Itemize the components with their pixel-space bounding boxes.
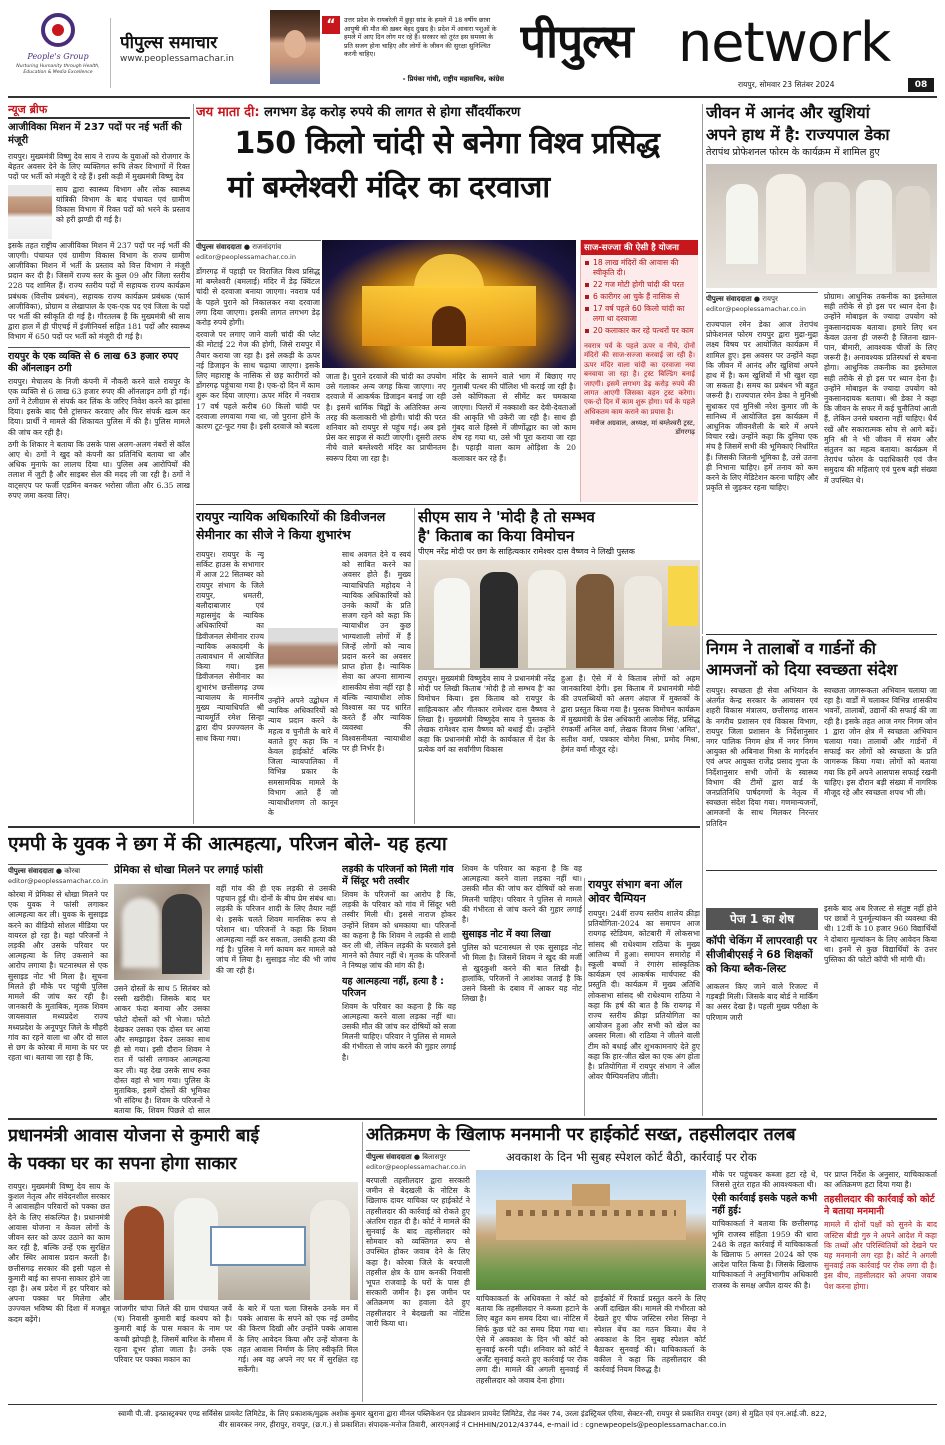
hc-col-1: बरपाली तहसीलदार द्वारा सरकारी जमीन से बेदखली के नोटिस के खिलाफ दायर याचिका पर हाईकोर्ट ने तहसीलदार की कार्रवाई को रोकते हुए अंतरिम राहत दी है। कोर्ट ने मामले की सुनवाई के बाद तहसीलदार को सोमवार को व्यक्तिगत रूप से उपस्थित होकर जवाब देने के लिए कहा है। कोरबा जिले के बरपाली तहसील क्षेत्र के ग्राम कनकी निवासी भूपत राजवाड़े के घरों के पास ही सरकारी जमीन है। इस जमीन पर अतिक्रमण का हवाला देते हुए तहसीलदार ने बेदखली का नोटिस जारी किया था। — [366, 1176, 470, 1328]
lead-headline-1: 150 किलो चांदी से बनेगा विश्व प्रसिद्ध — [234, 126, 660, 161]
masthead — [0, 0, 945, 100]
list-item: 20 कलाकार कर रहे पत्थरों पर काम — [584, 326, 695, 336]
hc-headline: अतिक्रमण के खिलाफ मनमानी पर हाईकोर्ट सख्त, तहसीलदार तलब — [366, 1125, 796, 1145]
nigam-story — [706, 638, 937, 868]
page1-continuation — [706, 874, 937, 1118]
hc-col-4: मौके पर पहुंचकर कब्जा हटा रहे थे, जिससे तुरंत राहत की आवश्यकता थी। — [712, 1170, 818, 1190]
hc-col-2: याचिकाकर्ता के अधिवक्ता ने कोर्ट को बताया कि तहसीलदार ने कब्जा हटाने के लिए बहुत कम समय दिया था। नोटिस में सिर्फ कुछ घंटे का समय दिया गया था। ऐसे में अवकाश के दिन भी कोर्ट को सुनवाई करनी पड़ी। शनिवार को कोर्ट ने अर्जेंट सुनवाई करते हुए कार्रवाई पर रोक लगा दी। मामले की अगली सुनवाई में तहसीलदार को जवाब देना होगा। — [476, 1294, 588, 1385]
mp-youth-byline: पीपुल्स संवाददाता ● कोरबा — [8, 864, 108, 876]
raipur-sports-headline: रायपुर संभाग बना ऑल ओवर चैम्पियन — [588, 878, 683, 905]
judicial-col-1: रायपुर। रायपुर के न्यू सर्किट हाउस के सभागार में आज 22 सितम्बर को रायपुर संभाग के जिले रायपुर, धमतरी, बलौदाबाजार एवं महासमुंद के न्यायिक अधिकारियों का डिवीजनल सेमीनार राज्य न्यायिक अकादमी के तत्वावधान में आयोजित किया गया। इस डिवीजनल सेमीनार का शुभारंभ छत्तीसगढ़ उच्च न्यायालय के माननीय मुख्य न्यायाधिपति श्री न्यायमूर्ति रमेश सिन्हा द्वारा दीप प्रज्ज्वलन के साथ किया गया। — [196, 550, 264, 743]
lead-col-2: जाता है। पुराने दरवाजे की चांदी का उपयोग उसे गलाकर अन्य जगह किया जाएगा। नए दरवाजे में आकर्षक डिजाइन बनाई जा रही है। इसमें धार्मिक चिह्नों के अतिरिक्त अन्य तरह की कलाकारी भी होगी। चांदी की परत शनिवार को रायपुर से पहुंच गई। अब इसे प्रेस कर साइज से काटी जाएगी। दूसरी तरफ नीचे वाले बम्लेश्वरी मंदिर का प्राचीनतम स्वरूप दिया जा रहा है। — [326, 372, 446, 463]
governor-col-2: प्रोग्राम। आधुनिक तकनीक का इस्तेमाल सही तरीके से हो इस पर ध्यान देना है। उन्होंने मोबाइल के ज्यादा उपयोग को नुकसानदायक बताया। हमारे लिए धन केवल उतना ही जरूरी है जितना खान-पान, बीमारी, आवश्यक चीजों के लिए जरूरी है। अनावश्यक प्रतिस्पर्धा से बचना होगा। आधुनिक तकनीक का इस्तेमाल सही तरीके से हो इस पर ध्यान देना है। उन्होंने मोबाइल के ज्यादा उपयोग को नुकसानदायक बताया। श्री डेका ने कहा कि जीवन के सफर में कई चुनौतियां आती हैं, लेकिन उनसे घबराना नहीं चाहिए। धैर्य रखें और सकारात्मक सोच से आगे बढ़ें। मुनि श्री ने भी जीवन में संयम और संतुलन का महत्व बताया। कार्यक्रम में तेरापंथ फोरम के पदाधिकारी एवं जैन समुदाय की महिलाएं एवं पुरुष बड़ी संख्या में उपस्थित थे। — [824, 292, 937, 485]
lead-col-1: डोंगरगढ़ में पहाड़ी पर विराजित विश्व प्रसिद्ध मां बम्लेश्वरी (बमलाई) मंदिर में डेढ़ क्विंटल चांदी से दरवाजा बनाया जाएगा। नवरात्र पर्व के पहले पुराने को निकालकर नया दरवाजा लगा दिया जाएगा। इसकी लागत लगभग डेढ़ करोड़ रुपये होगी। दरवाजे पर लगाए जाने वाली चांदी की प्लेट की मोटाई 22 गेज की होगी, जिसे रायपुर में तैयार कराया जा रहा है। इसे लकड़ी के ऊपर नई डिजाइन के साथ चढ़ाया जाएगा। इसके लिए महाराष्ट्र के नासिक से छह कारीगरों को डोंगरगढ़ पहुंचाया गया है। एक-दो दिन में काम शुरू कर दिया जाएगा। ऊपर मंदिर में नवरात्र 17 वर्ष पहले करीब 60 किलो चांदी पर दरवाजा लगवाया गया था, जो पुराना होने के कारण टूट-फूट गया है। इसी दरवाजे को बदला — [196, 267, 320, 432]
imprint-line-2: वीर सावरकर नगर, हीरापुर, रायपुर, (छ.ग.) से प्रकाशित। संपादक-मनोज तिवारी, आरएनआई नं CHHHIN/2012/43744, e-mail id : cgnewpeopels@peoplessamachar.co.in — [218, 1420, 727, 1429]
cm-book-headline-2: है' किताब का किया विमोचन — [418, 527, 575, 545]
cm-book-story — [418, 508, 700, 824]
mp-youth-col-2: उसने दोस्तों के साथ 5 सितंबर को रस्सी खरीदी। जिसके बाद घर आकर फंदा बनाया और उसका फोटो दोस्तों को भी भेजा। फोटो देखकर उसका एक दोस्त घर आया और समझाइश देकर उसका साथ ही सो गया। इसी दौरान शिवम ने रात में फांसी लगाकर आत्महत्या कर ली। यह देख उसके साथ रुका दोस्त वहां से भाग गया। पुलिस के मुताबिक, इसमें दोस्तों की भूमिका भी संदिग्ध है। शिवम के परिजनों ने बताया कि, शिवम पिछले दो साल — [114, 984, 210, 1116]
brief-para-5: ठगी के शिकार ने बताया कि उसके पास अलग-अलग नंबरों से कॉल आए थे। ठगों ने खुद को कंपनी का प्रतिनिधि बताया था और अधिक मुनाफे का लालच दिया था। पुलिस अब आरोपियों की तलाश में जुटी है और साइबर सेल की मदद ली जा रही है। ठगों ने वाट्सएप पर फर्जी एडमिन बनकर भरोसा जीता और 6.35 लाख रुपए जमा करवा लिए। — [8, 439, 190, 500]
cm-book-col-2: हुआ है। ऐसे में ये किताब लोगों को अहम जानकारियां देगी। इस किताब में प्रधानमंत्री मोदी की उपलब्धियों को अलग अंदाज में मुक्तकों के द्वारा प्रस्तुत किया गया है। पुस्तक विमोचन कार्यक्रम में मुख्यमंत्री के प्रेस अधिकारी आलोक सिंह, प्रसिद्ध रंगकर्मी अनिल वर्मा, लेखक विजय मिश्रा 'अमित', सतीश वर्मा, पत्रकार योगेश मिश्रा, प्रमोद मिश्रा, हेमंत वर्मा मौजूद रहे। — [561, 674, 700, 755]
brief-para-4: रायपुर। मेचालय के निजी कंपनी में नौकरी करने वाले रायपुर के एक व्यक्ति से 6 लाख 63 हजार रुपए की ऑनलाइन ठगी हो गई। ठगों ने टेलीग्राम से संपर्क कर लिंक के जरिए निवेश करने का झांसा दिया। इसके बाद पैसे ट्रांसफर करवाए और फिर संपर्क खत्म कर दिया। प्रार्थी ने मामले की शिकायत पुलिस में की है। पुलिस मामले की जांच कर रही है। — [8, 376, 190, 437]
lead-col-3: मंदिर के सामने वाले भाग में बिछाए गए गुलाबी पत्थर की पॉलिश भी कराई जा रही है। उसे कोणिकता से सीमेंट कर चमकाया जाएगा। पिलरों में नक्काशी कर देवी-देवताओं की आकृति भी उकेरी जा रही है। साथ ही गुंबद वाले हिस्से में जीर्णोद्धार का जो काम शेष रह गया था, उसे भी पूरा कराया जा रहा है। पहाड़ी वाला काम ओड़िशा के 20 कलाकार कर रहे हैं। — [452, 372, 576, 463]
judicial-headline-1: रायपुर न्यायिक अधिकारियों की डिवीजनल — [196, 509, 386, 524]
hc-far-col — [824, 1170, 937, 1402]
brief-para-1: रायपुर। मुख्यमंत्री विष्णु देव साय ने राज्य के युवाओं को रोजगार के बेहतर अवसर देने के लिए व्यक्तिगत रूचि लेकर विभागों में रिक्त पदों पर भर्ती को मंजूरी दे रहे हैं। इसी कड़ी में मुख्यमंत्री विष्णु देव — [8, 152, 190, 182]
high-court-photo — [476, 1170, 706, 1290]
mp-youth-col-5: शिवम के परिवार का कहना है कि वह आत्महत्या करने वाला लड़का नहीं था। उसकी मौत की जांच कर दोषियों को सजा मिलनी चाहिए। परिवार ने पुलिस से मामले की गंभीरता से जांच करने की गुहार लगाई है। — [342, 1001, 456, 1062]
mp-youth-sub-2: लड़की के परिजनों को मिली गांव में सिंदूर भरी तस्वीर — [342, 864, 454, 887]
lead-kicker: जय माता दी: — [196, 105, 260, 120]
page1-title: कॉपी चेकिंग में लापरवाही पर सीजीबीएसई ने 68 शिक्षकों को किया ब्लैक-लिस्ट — [706, 935, 817, 975]
mp-youth-col-1: कोरबा में प्रेमिका से धोखा मिलने पर एक युवक ने फांसी लगाकर आत्महत्या कर ली। युवक के सुसाइड करने का वीडियो सोशल मीडिया पर वायरल हो रहा है। यहां परिजनों ने लड़की और उसके परिवार पर आत्महत्या के लिए उकसाने का आरोप लगाया है। घटनास्थल से एक सुसाइड नोट भी मिला है। सूचना मिलते ही मौके पर पहुंची पुलिस मामले की जांच कर रही है। जानकारी के मुताबिक, मृतक शिवम जायसवाल मध्यप्रदेश राज्य मध्यप्रदेश के अनूपपुर जिले के मौहरी गांव का रहने वाला था और दो साल से छग के कोरबा में मामा के घर पर रहता था। बताया जा रहा है कि, — [8, 890, 108, 1063]
list-item: 17 वर्ष पहले 60 किलो चांदी का लगा था दरवाजा — [584, 304, 695, 324]
page1-label: पेज 1 का शेष — [706, 908, 818, 930]
raipur-sports-story — [588, 878, 700, 1116]
mp-youth-col-4: शिवम के परिजनों का आरोप है कि, लड़की के परिवार को गांव में सिंदूर भरी तस्वीर मिली थी। इससे नाराज होकर उन्होंने शिवम को धमकाया था। परिजनों का कहना है कि शिवम ने लड़की से शादी कर ली थी, लेकिन लड़की के घरवाले इसे मानने को तैयार नहीं थे। मृतक के परिजनों ने निष्पक्ष जांच की मांग की है। — [342, 890, 456, 971]
hc-col-5: याचिकाकर्ता ने बताया कि छत्तीसगढ़ भूमि राजस्व संहिता 1959 की धारा 248 के तहत कार्रवाई में याचिकाकर्ता के खिलाफ 5 अगस्त 2024 को एक आदेश पारित किया है। जिसके खिलाफ याचिकाकर्ता ने अनुविभागीय अधिकारी राजस्व के समक्ष अपील दायर की है। — [712, 1219, 818, 1290]
imprint-line-1: स्वामी पी.जी. इन्फ्रास्ट्रक्चर एण्ड सर्विसेस प्रायवेट लिमिटेड, के लिए प्रकाशक/मुद्रक अशोक कुमार खुराना द्वारा मीनल पब्लिकेशन एंड प्रोडक्शन प्रायवेट लिमिटेड, रोड नंबर 74, उरला इंडस्ट्रियल एरिया, सेक्टर-सी, रायपुर से प्रकाशित रायपुर (छग) से मुद्रित एवं एन.आई.जी. 822, — [118, 1409, 827, 1418]
priyanka-gandhi-photo — [270, 10, 320, 84]
judicial-col-3: साथ अवगत देने व स्वयं को साबित करने का अवसर होते हैं। मुख्य न्यायाधिपति महोदय ने न्यायिक अधिकारियों को उनके कार्यों के प्रति सजग रहने को कहा कि न्यायाधीश उन कुछ भाग्यशाली लोगों में हैं जिन्हें लोगों को न्याय प्रदान करने का अवसर प्राप्त होता है। न्यायिक सेवा का अपना सामान्य शासकीय सेवा नहीं रहा है बल्कि न्यायाधीश लोक विश्वास का पद धारित करते हैं और न्यायिक व्यवस्था की विश्वसनीयता न्यायाधीश पर ही निर्भर है। — [342, 550, 411, 753]
pmay-ceremony-photo — [114, 1182, 358, 1300]
mp-youth-col-6a: शिवम के परिवार का कहना है कि वह आत्महत्या करने वाला लड़का नहीं था। उसकी मौत की जांच कर दोषियों को सजा मिलनी चाहिए। परिवार ने पुलिस से मामले की गंभीरता से जांच करने की गुहार लगाई है। — [462, 864, 582, 925]
list-item: 18 लाख मंदिरों की आवास की स्वीकृति दी। — [584, 258, 695, 278]
plan-sidebar — [580, 240, 698, 502]
brand-english: network — [678, 11, 891, 74]
paper-name: पीपुल्स समाचार — [120, 33, 218, 53]
hc-sub-3: तहसीलदार की कार्रवाई को कोर्ट ने बताया मनमानी — [824, 1194, 935, 1218]
cm-book-headline-1: सीएम साय ने 'मोदी है तो सम्भव — [418, 508, 595, 526]
judicial-col-2: उन्होंने अपने उद्बोधन में न्यायिक अधिकारियों को न्याय प्रदान करने के महत्व व चुनौती के बारे में बताते हुए कहा कि न केवल हाईकोर्ट बल्कि जिला न्यायपालिका में विभिन्न प्रकार के समसामयिक मामले के विभाग आते हैं जो न्यायाधीशगण तो कानून के — [268, 696, 338, 818]
pmay-col-3: के बारे में पता चला जिसके उनके मन में पक्के आवास के सपने को एक नई उम्मीद की किरण दिखी और उन्होंने पक्के आवास के लिए आवेदन किया और उन्हें योजना के तहत आवास निर्माण के लिए स्वीकृति मिल गई। अब वह अपने नए घर में सुरक्षित रह सकेंगी। — [238, 1304, 358, 1375]
nigam-col-2: स्वच्छता जागरूकता अभियान चलाया जा रहा है। वार्डों में चलाकर विभिन्न शासकीय भवनों, तालाबों, उद्यानों की सफाई की जा रही है। इसके तहत आज नगर निगम जोन 1 द्वारा जोन क्षेत्र में स्वच्छता अभियान चलाया गया। तालाबों और गार्डनों में सफाई कर लोगों को स्वच्छता के प्रति जागरूक किया गया। लोगों को बताया गया कि हमें अपने आसपास सफाई रखनी चाहिए। इस दौरान बड़ी संख्या में नागरिक मौजूद रहे और स्वच्छता शपथ भी ली। — [824, 686, 937, 798]
governor-sub: तेरापंथ प्रोफेशनल फोरम के कार्यक्रम में शामिल हुए — [706, 147, 880, 158]
brief-para-3: इसके तहत राष्ट्रीय आजीविका मिशन में 237 पदों पर नई भर्ती की जाएगी। पंचायत एवं ग्रामीण विकास विभाग के राज्य ग्रामीण आजीविका मिशन में भर्ती के प्रस्ताव को वित्त विभाग ने मंजूरी प्रदान कर दी है। जिसमें राज्य स्तर के कुल 09 और जिला स्तरीय 228 पद शामिल हैं। राज्य स्तरीय पदों में सहायक राज्य कार्यक्रम प्रबंधक (वित्तीय प्रबंधन), सहायक राज्य कार्यक्रम प्रबंधक (फार्म आजीविका), प्रोग्राम व लेखापाल के एक-एक पद एवं जिला के पदों पर भर्ती की स्वीकृति दी गई है। गौरतलब है कि मुख्यमंत्री श्री साय द्वारा हाल में ही पीएचई में इंजीनियर्स सहित 181 पदों और स्वास्थ्य विभाग में 650 पदों पर भर्ती को मंजूरी दी गई है। — [8, 240, 190, 342]
mp-youth-right-col — [462, 864, 582, 1116]
cm-sai-photo — [8, 185, 52, 239]
mp-youth-headline: एमपी के युवक ने छग में की आत्महत्या, परिजन बोले- यह हत्या — [8, 833, 447, 855]
hc-col-6: पर प्राप्त निर्देश के अनुसार, याचिकाकर्ता का अतिक्रमण हटा दिया गया है। — [824, 1170, 937, 1190]
hc-byline: पीपुल्स संवाददाता ● बिलासपुर — [366, 1150, 470, 1162]
quote-author: - प्रियंका गांधी, राष्ट्रीय महासचिव, कांग्रेस — [402, 75, 504, 83]
hc-right-col — [712, 1170, 818, 1402]
peoples-group-logo — [8, 8, 108, 98]
news-brief-label: न्यूज ब्रीफ — [8, 103, 48, 116]
cm-book-col-1: रायपुर। मुख्यमंत्री विष्णुदेव साय ने प्रधानमंत्री नरेंद्र मोदी पर लिखी किताब 'मोदी है तो सम्भव है' का विमोचन किया। इस किताब को रायपुर के साहित्यकार और गीतकार रामेश्वर दास वैष्णव ने लिखा है। मुख्यमंत्री विष्णुदेव साय ने पुस्तक के लेखक रामेश्वर दास वैष्णव को बधाई दी। उन्होंने कहा कि प्रधानमंत्री मोदी के कार्यकाल में देश के प्रत्येक वर्ग का सर्वांगीण विकास — [418, 674, 555, 755]
pmay-col-1: रायपुर। मुख्यमंत्री विष्णु देव साय के कुशल नेतृत्व और संवेदनशील सरकार ने आवासहीन परिवारों को पक्का छत देने के लिए संकल्पित है। प्रधानमंत्री आवास योजना न केवल लोगों के जीवन स्तर को ऊपर उठाने का काम कर रही है, बल्कि उन्हें एक सुरक्षित और स्थिर आवास प्रदान करती है। छत्तीसगढ़ सरकार की इसी पहल से कुमारी बाई का सपना साकार होने जा रहा है। अब प्रदेश में हर परिवार को अपना पक्का घर मिलेगा और उज्ज्वल भविष्य की दिशा में मजबूत कदम बढ़ेंगे। — [8, 1182, 110, 1324]
plan-sidebar-list — [581, 255, 698, 340]
quote-mark-icon: “ — [322, 16, 340, 34]
governor-byline: पीपुल्स संवाददाता ● रायपुर — [706, 292, 818, 304]
brief-title-1: आजीविका मिशन में 237 पदों पर नई भर्ती की मंजूरी — [8, 117, 190, 149]
governor-story — [706, 102, 937, 632]
hc-sub: अवकाश के दिन भी सुबह स्पेशल कोर्ट बैठी, कार्रवाई पर रोक — [506, 1150, 757, 1164]
governor-col-1: राज्यपाल रमेन डेका आज तेरापंथ प्रोफेशनल फोरम रायपुर द्वारा मुद्रा-मुद्रा लक्ष्य विषय पर आयोजित कार्यक्रम में शामिल हुए। इस अवसर पर उन्होंने कहा कि जीवन में आनंद और खुशियां अपने हाथ में है। कम खुशियों में भी खुश रहा जा सकता है। समय का प्रबंधन भी बहुत जरूरी है। राज्यपाल रमेन डेका ने मुनिश्री सुधाकर एवं मुनिश्री नरेश कुमार जी के सानिध्य में आयोजित इस कार्यक्रम में आधुनिक जीवनशैली के बारे में अपने विचार रखे। उन्होंने कहा कि दुनिया एक मंच है जिसमें सभी की भूमिकाएं निर्धारित हैं। जिसकी जितनी भूमिका है, उसे उतना ही निभाना चाहिए। हमें तनाव को कम करने के लिए मेडिटेशन करना चाहिए और प्रकृति से जुड़कर रहना चाहिए। — [706, 320, 818, 493]
mp-youth-sub-4: सुसाइड नोट में क्या लिखा — [462, 929, 551, 941]
logo-ring-icon — [38, 10, 78, 50]
judicial-headline-2: सेमीनार का सीजे ने किया शुभारंभ — [196, 527, 351, 542]
couple-photo — [114, 884, 210, 980]
governor-headline-2: अपने हाथ में है: राज्यपाल डेका — [706, 125, 890, 144]
high-court-story — [366, 1122, 937, 1402]
hc-col-3: हाईकोर्ट में रिकार्ड प्रस्तुत करने के लिए अर्जी दाखिल की। मामले की गंभीरता को देखते हुए चीफ जस्टिस रमेश सिन्हा ने स्पेशल बेंच का गठन किया। बेंच ने अवकाश के दिन सुबह स्पेशल कोर्ट बैठाकर सुनवाई की। याचिकाकर्ता के वकील ने कहा कि तहसीलदार की कार्रवाई नियम विरुद्ध है। — [594, 1294, 706, 1375]
list-item: 22 गज मोटी होगी चांदी की परत — [584, 280, 695, 290]
nigam-col-1: रायपुर। स्वच्छता ही सेवा अभियान के अंतर्गत केन्द्र सरकार के आवासन एवं शहरी विकास मंत्रालय, छत्तीसगढ़ शासन के नगरीय प्रशासन एवं विकास विभाग, रायपुर जिला प्रशासन के निर्देशानुसार नगर पालिक निगम क्षेत्र में नगर निगम आयुक्त श्री अबिनाश मिश्रा के मार्गदर्शन एवं अपर आयुक्त राजेंद्र प्रसाद गुप्ता के निर्देशानुसार सभी जोनों के स्वास्थ्य विभाग की टीमों द्वारा वार्ड के जनप्रतिनिधि पार्षदगणों के नेतृत्व में स्वच्छता संदेश दिया गया। गणमान्यजनों, आमजनों के साथ मिलकर निरन्तर प्रतिदिन — [706, 686, 818, 828]
lead-headline-2: मां बम्लेश्वरी मंदिर का दरवाजा — [227, 170, 550, 205]
page1-col-2: आकलन किए जाने वाले रिजल्ट में गड़बड़ी मिली। जिसके बाद बोर्ड ने मार्किंग का असर देखा है। पहली मुख्य परीक्षा के परिणाम जारी — [706, 982, 818, 1022]
governor-event-photo — [706, 164, 937, 288]
plan-sidebar-body: नवरात्र पर्व के पहले ऊपर व नीचे, दोनों मंदिरों की साज-सज्जा करवाई जा रही है। ऊपर मंदिर वाला चांदी का दरवाजा नया बनवाया जा रहा है। ट्रस्ट बिल्डिंग बनाई जाएगी। इसमें लगभग डेढ़ करोड़ रुपये की लागत आएगी जिसका वहन ट्रस्ट करेगा। एक-दो दिन में काम शुरू होगा। पर्व के पहले अधिकतम काम कराने का प्रयास है। — [584, 342, 695, 416]
lead-email[interactable]: editor@peoplessamachar.co.in — [196, 253, 296, 261]
mp-youth-sub-1: प्रेमिका से धोखा मिलने पर लगाई फांसी — [114, 864, 264, 876]
imprint-footer — [8, 1408, 937, 1438]
judicial-story — [196, 508, 411, 824]
byline-name: पीपुल्स संवाददाता — [196, 243, 242, 251]
brief-title-2: रायपुर के एक व्यक्ति से 6 लाख 63 हजार रुपए की ऑनलाइन ठगी — [8, 347, 190, 375]
plan-sidebar-sign: मनोज अग्रवाल, अध्यक्ष, मां बम्लेश्वरी ट्रस्ट, डोंगरगढ़ — [590, 419, 695, 437]
mp-youth-email[interactable]: editor@peoplessamachar.co.in — [8, 877, 108, 885]
page-number: 08 — [908, 78, 934, 92]
news-brief — [8, 102, 190, 822]
governor-headline-1: जीवन में आनंद और खुशियां — [706, 103, 870, 122]
nigam-headline-1: निगम ने तालाबों व गार्डनों की — [706, 639, 876, 658]
lead-story — [196, 102, 698, 502]
hc-sub-2: ऐसी कार्रवाई इसके पहले कभी नहीं हुई: — [712, 1193, 818, 1217]
hc-col-7: मामले में दोनों पक्षों को सुनने के बाद जस्टिस बीडी गुरु ने अपने आदेश में कहा कि तथ्यों और परिस्थितियों को देखने पर यह मनमानी लग रहा है। कोर्ट ने अगली सुनवाई तक कार्रवाई पर रोक लगा दी है। इस बीच, तहसीलदार को अपना जवाब पेश करना होगा। — [824, 1220, 937, 1291]
mp-youth-col-6: पुलिस को घटनास्थल से एक सुसाइड नोट भी मिला है। जिसमें शिवम ने खुद की मर्जी से खुदकुशी करने की बात लिखी है। हालांकि, परिजनों ने आशंका जताई है कि उसने किसी के दबाव में आकर यह नोट लिखा है। — [462, 943, 582, 1004]
book-launch-photo — [418, 560, 700, 670]
mp-youth-mid-col — [342, 864, 456, 1116]
chief-justice-photo — [268, 628, 338, 692]
temple-photo — [322, 240, 576, 368]
mp-youth-col-3: वहीं गांव की ही एक लड़की से उसकी पहचान हुई थी। दोनों के बीच प्रेम संबंध था। लड़की के परिजन शादी के लिए तैयार नहीं थे। इसके चलते शिवम मानसिक रूप से परेशान था। परिजनों ने कहा कि शिवम आत्महत्या नहीं कर सकता, उसकी हत्या की गई है। पुलिस ने मर्ग कायम कर मामले को जांच में लिया है। सुसाइड नोट की भी जांच की जा रही है। — [216, 884, 336, 975]
governor-email[interactable]: editor@peoplessamachar.co.in — [706, 305, 806, 313]
lead-byline: पीपुल्स संवाददाता ● राजनांदगांव — [196, 240, 321, 252]
plan-sidebar-title: साज-सज्जा की ऐसी है योजना — [581, 240, 698, 255]
website[interactable]: www.peoplessamachar.in — [120, 54, 234, 64]
pmay-headline-1: प्रधानमंत्री आवास योजना से कुमारी बाई — [8, 1126, 260, 1146]
hc-email[interactable]: editor@peoplessamachar.co.in — [366, 1163, 466, 1171]
pmay-headline-2: के पक्का घर का सपना होगा साकार — [8, 1154, 237, 1174]
quote-text: उत्तर प्रदेश के रायबरेली में छुट्टा सांड के हमले में 18 वर्षीय छात्रा आयुषी की मौत की ख़बर बेहद दुखद है। प्रदेश में आवारा पशुओं के हमले में आए दिन लोग मर रहे हैं। सरकार को तुरंत इस समस्या के प्रति सजग होना चाहिए और लोगों के जीवन की सुरक्षा सुनिश्चित करनी चाहिए। — [344, 16, 497, 59]
byline-place: राजनांदगांव — [252, 243, 282, 251]
raipur-sports-col: रायपुर। 24वीं राज्य स्तरीय शालेय क्रीड़ा प्रतियोगिता-2024 का समापन आज रायगढ़ स्टेडियम, कोटबारी में लोकसभा सांसद श्री राधेश्याम राठिया के मुख्य आतिथ्य में हुआ। समापन समारोह में स्कूली बच्चों ने रंगारंग सांस्कृतिक कार्यक्रम एवं आकर्षक मार्चपास्ट की प्रस्तुति दी। कार्यक्रम में मुख्य अतिथि लोकसभा सांसद श्री राधेश्याम राठिया ने कहा कि हर्ष की बात है कि रायगढ़ में राज्य स्तरीय क्रीड़ा प्रतियोगिता का आयोजन हुआ और सभी को खेल का अवसर मिला। श्री राठिया ने जीतने वाली टीम को बधाई और शुभकामनाएं देते हुए कहा कि हार-जीत खेल का एक अंग होता है। प्रतियोगिता में रायपुर संभाग ने ऑल ओवर चैम्पियनशिप जीती। — [588, 909, 700, 1082]
nigam-headline-2: आमजनों को दिया स्वच्छता संदेश — [706, 660, 898, 679]
pmay-story — [8, 1122, 358, 1402]
logo-caption: People's Group — [27, 52, 89, 61]
page1-col-1: इसके बाद अब रिजल्ट से संतुष्ट नहीं होने पर छात्रों ने पुनर्मूल्यांकन की व्यवस्था की थी। 12वीं के 10 हजार 960 विद्यार्थियों ने दोबारा मूल्यांकन के लिए आवेदन किया था। इनमें से कुछ विद्यार्थियों के उत्तर पुस्तिका की फोटो कॉपी भी मांगी थी। — [824, 904, 937, 965]
list-item: 6 कारीगर आ चुके हैं नासिक से — [584, 292, 695, 302]
brand-hindi: पीपुल्स — [520, 14, 633, 68]
cm-book-sub: पीएम नरेंद्र मोदी पर छग के साहित्यकार रामेश्वर दास वैष्णव ने लिखी पुस्तक — [418, 547, 635, 556]
mp-youth-story — [8, 830, 582, 1116]
mp-youth-sub-3: यह आत्महत्या नहीं, हत्या है : परिजन — [342, 975, 444, 999]
logo-tagline: Nurturing Humanity through Health, Education & Media Excellence — [16, 64, 100, 75]
pmay-col-2: जांजगीर चांपा जिले की ग्राम पंचायत जर्वे (च) निवासी कुमारी बाई कश्यप को है। कुमारी बाई के पास मकान के नाम पर कच्ची झोपड़ी है, जिसमें बारिश के मौसम में रहना दूभर होता जाता है। उनके एक परिवार पर पक्का मकान का — [114, 1304, 232, 1365]
dateline: रायपुर, सोमवार 23 सितंबर 2024 — [738, 80, 835, 89]
lead-kicker-rest: लगभग डेढ़ करोड़ रुपये की लागत से होगा सौंदर्यीकरण — [264, 105, 521, 120]
brief-para-2: साय द्वारा स्वास्थ्य विभाग और लोक स्वास्थ्य यांत्रिकी विभाग के बाद पंचायत एवं ग्रामीण विकास विभाग में रिक्त पदों को भरने के प्रस्ताव को हरी झण्डी दी गई है। — [56, 184, 190, 225]
